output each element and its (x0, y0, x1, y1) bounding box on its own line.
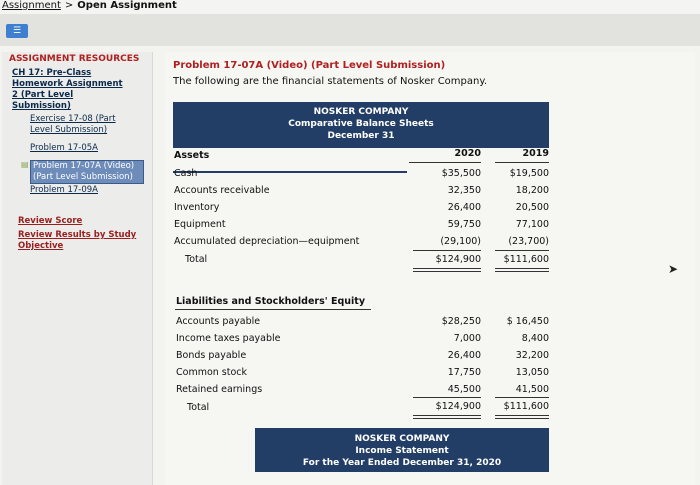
assets-heading-bar (173, 159, 407, 173)
review-results-link[interactable]: Review Results by Study (18, 230, 137, 240)
liabilities-subtotal-rule-2020 (413, 397, 481, 398)
asset-value-2020: 26,400 (447, 202, 481, 213)
breadcrumb-current: Open Assignment (77, 0, 177, 11)
liabilities-total-double-rule-2019 (495, 415, 549, 419)
asset-value-2019: $19,500 (509, 168, 549, 179)
balance-sheet-statement: Comparative Balance Sheets (288, 119, 434, 129)
asset-label: Cash (174, 168, 198, 179)
liability-label: Retained earnings (176, 384, 263, 395)
balance-sheet-header (173, 102, 549, 148)
liability-value-2020: 17,750 (447, 367, 481, 378)
year-2019-underline (495, 162, 549, 163)
asset-value-2020: $35,500 (441, 168, 481, 179)
mouse-pointer-icon: ➤ (668, 262, 679, 276)
document-icon: ▤ (21, 160, 29, 169)
sidebar-item-label-line2: (Part Level Submission) (33, 172, 133, 182)
problem-title: Problem 17-07A (Video) (Part Level Submission) (173, 60, 446, 71)
breadcrumb (2, 0, 177, 12)
asset-label: Equipment (174, 219, 226, 230)
income-statement-company: NOSKER COMPANY (354, 434, 450, 444)
sidebar-item-problem-17-09a[interactable]: Problem 17-09A (30, 185, 98, 195)
asset-value-2020: 59,750 (447, 219, 481, 230)
review-results-link-line2[interactable]: Objective (18, 241, 64, 251)
liabilities-total-2020: $124,900 (435, 401, 481, 412)
sidebar-section-title-line4[interactable]: Submission) (12, 101, 71, 111)
liability-value-2019: 13,050 (515, 367, 549, 378)
liability-value-2020: 26,400 (447, 350, 481, 361)
asset-value-2020: 32,350 (447, 185, 481, 196)
top-bar (0, 0, 700, 14)
income-statement-period: For the Year Ended December 31, 2020 (302, 458, 502, 468)
balance-sheet-date: December 31 (327, 131, 395, 141)
liabilities-heading: Liabilities and Stockholders' Equity (176, 296, 366, 307)
assets-total-double-rule-2020 (413, 268, 481, 272)
sidebar-item-problem-17-05a[interactable]: Problem 17-05A (30, 143, 98, 153)
assets-subtotal-rule-2019 (495, 250, 549, 251)
year-2019-header: 2019 (522, 148, 549, 159)
sidebar (2, 52, 153, 485)
asset-value-2019: 77,100 (515, 219, 549, 230)
assets-total-double-rule-2019 (495, 268, 549, 272)
asset-label: Inventory (174, 202, 220, 213)
liabilities-total-double-rule-2020 (413, 415, 481, 419)
breadcrumb-separator: > (64, 0, 74, 11)
asset-value-2019: (23,700) (508, 236, 549, 247)
liability-value-2020: 45,500 (447, 384, 481, 395)
asset-value-2020: (29,100) (440, 236, 481, 247)
assets-subtotal-rule-2020 (413, 250, 481, 251)
liability-label: Income taxes payable (176, 333, 281, 344)
liability-label: Bonds payable (176, 350, 247, 361)
year-2020-header: 2020 (454, 148, 481, 159)
sidebar-item-problem-17-07a[interactable] (30, 160, 144, 184)
sidebar-section-title-line3[interactable]: 2 (Part Level (12, 90, 74, 100)
assets-total-label: Total (185, 254, 208, 265)
liability-value-2020: 7,000 (453, 333, 481, 344)
balance-sheet-company: NOSKER COMPANY (313, 107, 409, 117)
liability-value-2019: $ 16,450 (506, 316, 549, 327)
assets-total-2020: $124,900 (435, 254, 481, 265)
liability-value-2020: $28,250 (441, 316, 481, 327)
assets-heading: Assets (174, 150, 210, 161)
income-statement-title: Income Statement (355, 446, 449, 456)
problem-panel (165, 52, 695, 485)
liabilities-total-2019: $111,600 (503, 401, 549, 412)
assets-total-2019: $111,600 (503, 254, 549, 265)
liabilities-total-label: Total (187, 402, 210, 413)
breadcrumb-assignment-link[interactable]: Assignment (2, 0, 61, 11)
sidebar-item-exercise-17-08[interactable]: Exercise 17-08 (Part (30, 114, 116, 124)
problem-description: The following are the financial statements of Nosker Company. (173, 76, 488, 87)
sidebar-item-label: Problem 17-07A (Video) (33, 161, 135, 171)
asset-value-2019: 20,500 (515, 202, 549, 213)
liabilities-heading-rule (175, 309, 371, 310)
liability-value-2019: 8,400 (521, 333, 549, 344)
liability-label: Common stock (176, 367, 248, 378)
toolbar (0, 14, 700, 46)
year-2020-underline (409, 162, 481, 163)
liability-value-2019: 41,500 (515, 384, 549, 395)
income-statement-header (255, 428, 549, 472)
review-score-link[interactable]: Review Score (18, 216, 83, 226)
list-toggle-icon[interactable]: ☰ (6, 24, 28, 38)
sidebar-section-title-line2[interactable]: Homework Assignment (12, 79, 123, 89)
liability-value-2019: 32,200 (515, 350, 549, 361)
asset-label: Accounts receivable (174, 185, 270, 196)
sidebar-section-title-line1[interactable]: CH 17: Pre-Class (12, 68, 92, 78)
sidebar-item-exercise-17-08-line2[interactable]: Level Submission) (30, 125, 108, 135)
asset-label: Accumulated depreciation—equipment (174, 236, 360, 247)
liability-label: Accounts payable (176, 316, 261, 327)
liabilities-subtotal-rule-2019 (495, 397, 549, 398)
sidebar-heading: ASSIGNMENT RESOURCES (9, 54, 140, 64)
asset-value-2019: 18,200 (515, 185, 549, 196)
